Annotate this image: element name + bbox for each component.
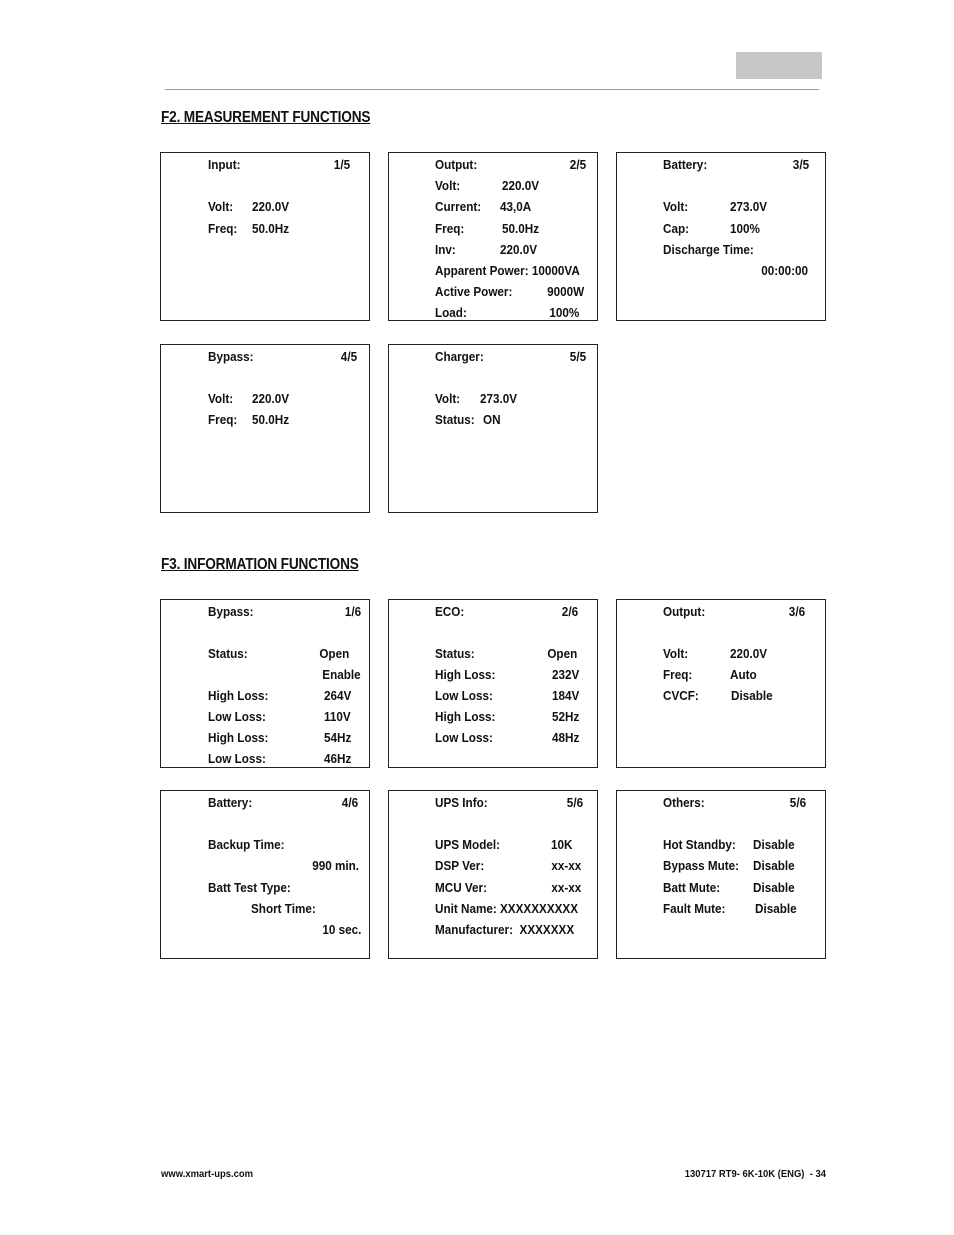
field-label: Volt: [663, 646, 689, 661]
section-title-f2: F2. MEASUREMENT FUNCTIONS [161, 109, 371, 126]
field-value: 48Hz [551, 730, 579, 745]
screen-title: Bypass: [208, 604, 254, 619]
screen-title: Battery: [208, 795, 253, 810]
field-value: 46Hz [323, 751, 351, 766]
field-label: Fault Mute: [663, 901, 726, 916]
field-label: Low Loss: [435, 730, 493, 745]
field-label: Freq: [208, 412, 238, 427]
field-label: Volt: [208, 199, 234, 214]
field-value: 50.0Hz [502, 221, 540, 236]
field-value: 100% [730, 221, 760, 236]
field-label: CVCF: [663, 688, 699, 703]
lcd-screen-input [160, 152, 370, 321]
field-value: Disable [753, 837, 795, 852]
screen-title: Charger: [435, 349, 484, 364]
field-label: High Loss: [208, 688, 269, 703]
field-value: 10 sec. [321, 922, 361, 937]
field-value: 43,0A [500, 199, 532, 214]
field-label: Low Loss: [208, 751, 266, 766]
field-label: Active Power: [435, 284, 513, 299]
field-label: Load: [435, 305, 467, 320]
field-label: Volt: [435, 391, 461, 406]
field-label: Discharge Time: [663, 242, 754, 257]
field-value: 50.0Hz [252, 412, 290, 427]
screen-page: 3/5 [792, 157, 809, 172]
field-value: 273.0V [730, 199, 768, 214]
field-value: 220.0V [500, 242, 538, 257]
lcd-screen-ups-info [388, 790, 598, 959]
field-value: 50.0Hz [252, 221, 290, 236]
lcd-screen-info-output [616, 599, 826, 768]
field-label: High Loss: [435, 667, 496, 682]
field-label: Status: [208, 646, 248, 661]
screen-title: Battery: [663, 157, 708, 172]
field-label: Volt: [663, 199, 689, 214]
lcd-screen-info-battery [160, 790, 370, 959]
field-label: MCU Ver: [435, 880, 488, 895]
field-value: 273.0V [480, 391, 518, 406]
field-label: Bypass Mute: [663, 858, 740, 873]
lcd-screen-output [388, 152, 598, 321]
screen-title: Output: [663, 604, 706, 619]
field-label: High Loss: [208, 730, 269, 745]
field-label: Short Time: [251, 901, 316, 916]
screen-page: 1/6 [344, 604, 361, 619]
screen-page: 2/5 [569, 157, 586, 172]
screen-page: 5/5 [569, 349, 586, 364]
field-line: Manufacturer: XXXXXXX [435, 922, 575, 937]
field-value: Disable [753, 880, 795, 895]
field-line: Apparent Power: 10000VA [435, 263, 580, 278]
field-value: 100% [549, 305, 579, 320]
field-label: Hot Standby: [663, 837, 736, 852]
field-line: Unit Name: XXXXXXXXXX [435, 901, 579, 916]
screen-title: Bypass: [208, 349, 254, 364]
screen-title: Output: [435, 157, 478, 172]
field-label: DSP Ver: [435, 858, 485, 873]
lcd-screen-others [616, 790, 826, 959]
field-label: Inv: [435, 242, 456, 257]
header-rule [165, 89, 819, 90]
lcd-screen-eco [388, 599, 598, 768]
field-label: Low Loss: [208, 709, 266, 724]
screen-page: 1/5 [333, 157, 350, 172]
section-title-f3: F3. INFORMATION FUNCTIONS [161, 556, 359, 573]
field-label: UPS Model: [435, 837, 501, 852]
field-value: 52Hz [551, 709, 579, 724]
field-value: 990 min. [312, 858, 359, 873]
field-value: Open [547, 646, 577, 661]
field-label: Current: [435, 199, 482, 214]
lcd-screen-info-bypass [160, 599, 370, 768]
field-value: 220.0V [252, 391, 290, 406]
field-label: Low Loss: [435, 688, 493, 703]
header-tab-block [736, 52, 822, 79]
footer-page-ref: 130717 RT9- 6K-10K (ENG) - 34 [684, 1168, 826, 1180]
field-label: Volt: [435, 178, 461, 193]
field-value: Disable [731, 688, 773, 703]
field-value: 220.0V [502, 178, 540, 193]
field-label: Status: [435, 646, 475, 661]
screen-title: UPS Info: [435, 795, 488, 810]
field-value: 110V [324, 709, 351, 724]
field-value: 10K [551, 837, 573, 852]
field-label: Freq: [208, 221, 238, 236]
field-label: Volt: [208, 391, 234, 406]
field-value: 9000W [546, 284, 584, 299]
screen-page: 4/5 [340, 349, 357, 364]
lcd-screen-bypass [160, 344, 370, 513]
field-value: xx-xx [551, 880, 581, 895]
field-value: 00:00:00 [761, 263, 808, 278]
field-value: ON [483, 412, 501, 427]
field-label: Backup Time: [208, 837, 285, 852]
field-value: 220.0V [730, 646, 768, 661]
field-value: 220.0V [252, 199, 290, 214]
field-label: Batt Test Type: [208, 880, 291, 895]
screen-page: 2/6 [561, 604, 578, 619]
screen-title: ECO: [435, 604, 465, 619]
lcd-screen-battery [616, 152, 826, 321]
field-value: Enable [322, 667, 361, 682]
field-label: High Loss: [435, 709, 496, 724]
screen-page: 5/6 [566, 795, 583, 810]
field-value: xx-xx [551, 858, 581, 873]
screen-title: Others: [663, 795, 705, 810]
screen-title: Input: [208, 157, 241, 172]
field-value: Disable [755, 901, 797, 916]
lcd-screen-charger [388, 344, 598, 513]
field-value: 54Hz [323, 730, 351, 745]
field-label: Freq: [663, 667, 693, 682]
screen-page: 3/6 [788, 604, 805, 619]
field-value: Open [319, 646, 349, 661]
screen-page: 5/6 [789, 795, 806, 810]
field-value: 232V [551, 667, 579, 682]
field-label: Status: [435, 412, 475, 427]
field-value: Disable [753, 858, 795, 873]
field-label: Cap: [663, 221, 690, 236]
field-label: Batt Mute: [663, 880, 721, 895]
field-value: 184V [551, 688, 579, 703]
field-label: Freq: [435, 221, 465, 236]
footer-website: www.xmart-ups.com [161, 1168, 254, 1180]
field-value: Auto [730, 667, 757, 682]
field-value: 264V [323, 688, 351, 703]
screen-page: 4/6 [341, 795, 358, 810]
